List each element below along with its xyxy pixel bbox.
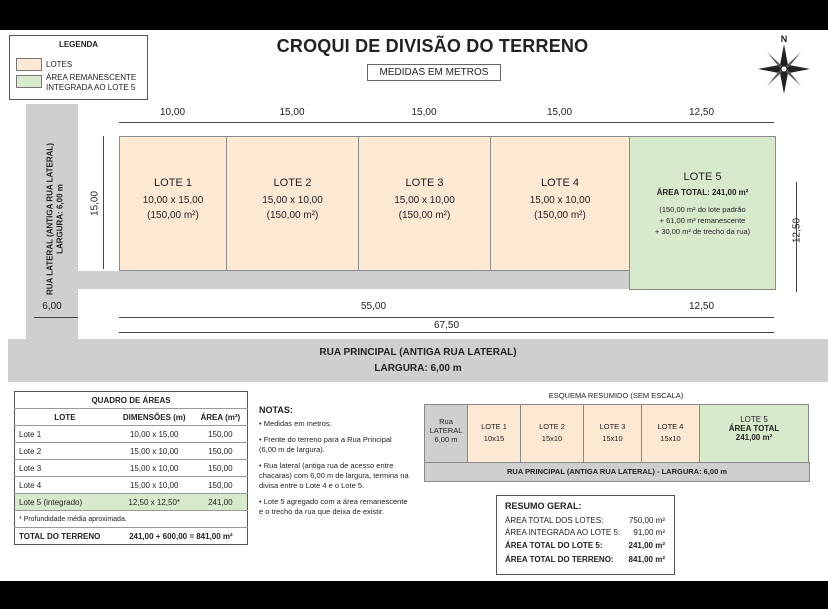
notes xyxy=(259,405,409,523)
area-table-cell: Lote 5 (integrado) xyxy=(15,494,115,511)
top-dimension-line xyxy=(119,122,774,123)
site-plan-sheet xyxy=(0,30,828,581)
schema-lot-5 xyxy=(699,404,809,463)
table-row xyxy=(15,460,248,477)
legend-title: LEGENDA xyxy=(58,40,99,49)
area-table-cell: 150,00 xyxy=(194,477,248,494)
summary-value: 750,00 m² xyxy=(628,516,665,525)
dim-left-height: 15,00 xyxy=(89,190,101,217)
summary-label: ÁREA TOTAL DO LOTE 5: xyxy=(505,541,603,550)
page-title: CROQUI DE DIVISÃO DO TERRENO xyxy=(276,36,589,56)
table-row xyxy=(15,477,248,494)
bottom-dimension-line xyxy=(119,317,774,318)
area-table-cell: Lote 3 xyxy=(15,460,115,477)
area-table-title: QUADRO DE ÁREAS xyxy=(91,395,171,405)
main-road-width: LARGURA: 6,00 m xyxy=(374,363,462,374)
legend-label-remaining: ÁREA REMANESCENTE INTEGRADA AO LOTE 5 xyxy=(46,73,137,92)
note-item: • Medidas em metros. xyxy=(259,419,332,428)
area-table-cell: 15,00 x 10,00 xyxy=(115,460,194,477)
area-table-header-dims: DIMENSÕES (m) xyxy=(115,409,194,426)
lot-2-name: LOTE 2 xyxy=(273,177,312,189)
note-item: • Frente do terreno para a Rua Principal (6,00 m de largura). xyxy=(259,435,392,454)
dim-right-height: 12,50 xyxy=(791,217,803,244)
schema-lot-name: LOTE 4 xyxy=(657,422,684,431)
area-table-cell: 10,00 x 15,00 xyxy=(115,426,194,443)
summary-row xyxy=(505,528,665,537)
lot-1-dims: 10,00 x 15,00 xyxy=(142,195,204,206)
main-road-name: RUA PRINCIPAL (ANTIGA RUA LATERAL) xyxy=(319,347,517,358)
dim-total: 67,50 xyxy=(433,320,460,331)
schema-lot-dims: 15x10 xyxy=(541,434,563,443)
dim-top-lot2: 15,00 xyxy=(279,107,305,118)
summary-title: RESUMO GERAL: xyxy=(505,501,582,511)
schema-lot-dims: 15x10 xyxy=(602,434,623,443)
lot-5-detail-1: (150,00 m² do lote padrão xyxy=(659,205,746,214)
table-row xyxy=(15,443,248,460)
legend-swatch-lots xyxy=(16,58,42,71)
schema-lot-dims: 15x10 xyxy=(660,434,681,443)
schema-side-road xyxy=(424,404,468,463)
lot-5 xyxy=(629,136,776,290)
lot-3 xyxy=(358,136,491,271)
lot-2 xyxy=(226,136,359,271)
schema-title: ESQUEMA RESUMIDO (SEM ESCALA) xyxy=(548,391,684,400)
lot-4 xyxy=(490,136,630,271)
summary-row xyxy=(505,555,665,564)
area-table-cell: Lote 1 xyxy=(15,426,115,443)
note-item: • Lote 5 agregado com a área remanescente e o trecho da rua que deixa de existir. xyxy=(259,497,408,516)
schema-lot5-line: 241,00 m² xyxy=(735,433,773,442)
lot-5-total: ÁREA TOTAL: 241,00 m² xyxy=(656,188,749,197)
schema-side-road-line: Rua xyxy=(439,417,453,426)
side-road-name: RUA LATERAL (ANTIGA RUA LATERAL) xyxy=(45,143,55,295)
area-table-header-area: ÁREA (m²) xyxy=(194,409,248,426)
lot-5-name: LOTE 5 xyxy=(683,171,722,183)
schema-lot-name: LOTE 2 xyxy=(539,422,565,431)
area-table-cell: 150,00 xyxy=(194,443,248,460)
lot-1 xyxy=(119,136,227,271)
lot-5-detail-2: + 61,00 m² remanescente xyxy=(659,216,746,225)
summary-label: ÁREA TOTAL DOS LOTES: xyxy=(505,516,604,525)
dim-top-lot4: 15,00 xyxy=(546,107,573,118)
summary-value: 841,00 m² xyxy=(628,555,665,564)
legend-swatch-remaining xyxy=(16,75,42,88)
summary-label: ÁREA TOTAL DO TERRENO: xyxy=(505,555,614,564)
summary-row xyxy=(505,541,665,550)
area-table-cell: Lote 2 xyxy=(15,443,115,460)
schema-lot-3 xyxy=(583,404,642,463)
lot-2-area: (150,00 m²) xyxy=(266,210,319,221)
dim-bottom-lots: 55,00 xyxy=(360,301,387,312)
summary-value: 241,00 m² xyxy=(628,541,665,550)
area-table-cell: 150,00 xyxy=(194,460,248,477)
lot-4-name: LOTE 4 xyxy=(541,177,579,189)
compass-rose-icon xyxy=(758,34,810,94)
summary-box xyxy=(496,495,675,575)
schema-side-road-line: 6,00 m xyxy=(434,435,458,444)
side-road-width: LARGURA: 6,00 m xyxy=(55,184,65,254)
area-table-cell: 15,00 x 10,00 xyxy=(115,477,194,494)
area-table-cell: 150,00 xyxy=(194,426,248,443)
summary-label: ÁREA INTEGRADA AO LOTE 5: xyxy=(505,528,621,537)
lot-1-name: LOTE 1 xyxy=(154,177,192,189)
lot-3-dims: 15,00 x 10,00 xyxy=(394,195,455,206)
compass-north-label: N xyxy=(780,34,788,44)
dim-top-lot5: 12,50 xyxy=(688,107,715,118)
schema-lot-dims: 10x15 xyxy=(483,434,505,443)
lot-2-dims: 15,00 x 10,00 xyxy=(262,195,323,206)
total-dimension-line xyxy=(119,332,774,333)
lot-4-area: (150,00 m²) xyxy=(534,210,586,221)
schema-side-road-line: LATERAL xyxy=(429,426,463,435)
area-table-total-label: TOTAL DO TERRENO xyxy=(15,528,115,545)
note-item: • Rua lateral (antiga rua de acesso entre chacaras) com 6,00 m de largura, termina na divisa entre o Lote 4 e o Lote 5. xyxy=(259,461,409,490)
schema-lot-2 xyxy=(520,404,584,463)
area-table-footnote: * Profundidade média aproximada. xyxy=(15,511,248,528)
units-subtitle: MEDIDAS EM METROS xyxy=(367,64,501,81)
former-road-strip xyxy=(78,271,629,289)
dim-top-lot3: 15,00 xyxy=(411,107,437,118)
lot-5-detail-3: + 30,00 m² de trecho da rua) xyxy=(654,227,751,236)
area-table-header-lot: LOTE xyxy=(15,409,115,426)
schema-lot-1 xyxy=(467,404,521,463)
summary-row xyxy=(505,516,665,525)
legend-box xyxy=(9,35,148,100)
side-road-dim-line xyxy=(34,317,78,318)
dim-bottom-lot5: 12,50 xyxy=(688,301,715,312)
lot-3-area: (150,00 m²) xyxy=(398,210,451,221)
dim-top-lot1: 10,00 xyxy=(159,107,186,118)
area-table-cell: 241,00 xyxy=(194,494,248,511)
area-table-total-value: 241,00 + 600,00 = 841,00 m² xyxy=(115,528,248,545)
summary-value: 91,00 m² xyxy=(633,528,665,537)
lot-1-area: (150,00 m²) xyxy=(147,210,199,221)
schema-lot-name: LOTE 3 xyxy=(599,422,626,431)
area-table-cell: 15,00 x 10,00 xyxy=(115,443,194,460)
schema-lot-4 xyxy=(641,404,700,463)
legend-label-lots: LOTES xyxy=(46,60,73,69)
table-row xyxy=(15,494,248,511)
area-table xyxy=(14,391,248,545)
table-row xyxy=(15,426,248,443)
dim-side-road-width: 6,00 xyxy=(42,301,62,312)
lot-3-name: LOTE 3 xyxy=(405,177,444,189)
area-table-cell: 12,50 x 12,50* xyxy=(115,494,194,511)
area-table-cell: Lote 4 xyxy=(15,477,115,494)
left-dimension-line xyxy=(103,136,104,269)
lot-4-dims: 15,00 x 10,00 xyxy=(529,195,591,206)
schema-lot5-line: ÁREA TOTAL xyxy=(728,424,780,433)
schema-main-road: RUA PRINCIPAL (ANTIGA RUA LATERAL) - LARGURA: 6,00 m xyxy=(424,462,810,482)
notes-title: NOTAS: xyxy=(259,405,293,415)
main-road xyxy=(8,339,828,382)
schema-lot-name: LOTE 1 xyxy=(481,422,507,431)
schema-lot5-line: LOTE 5 xyxy=(740,415,768,424)
